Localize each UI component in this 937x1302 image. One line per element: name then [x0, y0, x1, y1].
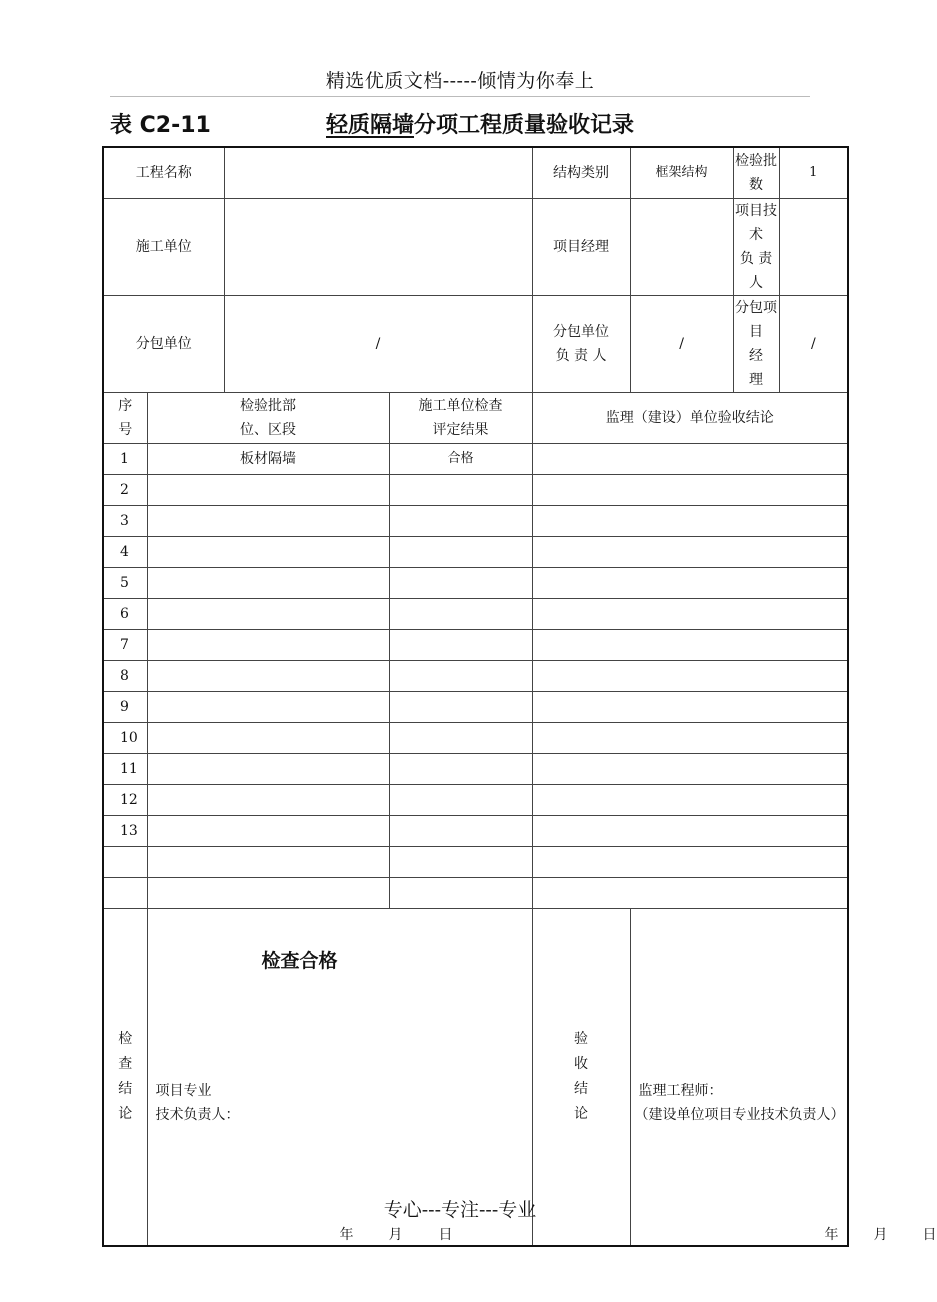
table-row: [103, 505, 848, 536]
tech-lead-value: [779, 198, 848, 295]
row-result: [389, 536, 532, 567]
row-supervision-conclusion: [532, 722, 848, 753]
table-row: [103, 567, 848, 598]
contractor-value: [224, 198, 532, 295]
row-supervision-conclusion: [532, 474, 848, 505]
sub-lead-label-line1: 分包单位: [553, 323, 610, 340]
form-title-row: [110, 106, 810, 140]
row-result: [389, 846, 532, 877]
row-supervision-conclusion: [532, 815, 848, 846]
table-row: [103, 877, 848, 908]
accept-date-day: 日: [922, 1226, 937, 1243]
header-note: 精选优质文档-----倾情为你奉上: [325, 70, 595, 92]
accept-signer-line2: （建设单位项目专业技术负责人）: [634, 1106, 845, 1123]
row-result: 合格: [389, 443, 532, 474]
sub-manager-label-line1: 分包项目: [735, 299, 778, 340]
table-row: [103, 629, 848, 660]
row-part: [147, 815, 389, 846]
check-label-char: 查: [118, 1055, 133, 1072]
form-title-rest: 分项工程质量验收记录: [414, 113, 635, 138]
accept-label-char: 论: [574, 1105, 589, 1122]
batch-count-label-text: 检验批数: [735, 152, 778, 193]
row-number: 13: [103, 815, 147, 846]
supervision-header: 监理（建设）单位验收结论: [532, 392, 848, 443]
row-result: [389, 629, 532, 660]
project-manager-value: [630, 198, 733, 295]
check-label-char: 结: [118, 1080, 133, 1097]
table-row: [103, 753, 848, 784]
list-header-row: [103, 392, 848, 443]
table-row: [103, 443, 848, 474]
row-result: [389, 877, 532, 908]
project-manager-label: 项目经理: [532, 198, 630, 295]
table-row: [103, 691, 848, 722]
row-result: [389, 567, 532, 598]
check-header-line1: 施工单位检查: [418, 397, 503, 414]
accept-label-char: 收: [574, 1055, 589, 1072]
accept-date-year: 年: [824, 1226, 839, 1243]
check-signer-line2: 技术负责人：: [155, 1106, 240, 1123]
row-result: [389, 691, 532, 722]
row-number: 12: [103, 784, 147, 815]
info-row-contractor: [103, 198, 848, 295]
row-result: [389, 660, 532, 691]
sub-unit-value: /: [224, 295, 532, 392]
row-supervision-conclusion: [532, 505, 848, 536]
row-result: [389, 784, 532, 815]
row-part: [147, 660, 389, 691]
check-label-char: 检: [118, 1030, 133, 1047]
row-part: [147, 567, 389, 598]
sub-lead-label: [532, 295, 630, 392]
structure-type-value: 框架结构: [630, 147, 733, 198]
accept-date-month: 月: [873, 1226, 888, 1243]
row-part: [147, 753, 389, 784]
row-supervision-conclusion: [532, 660, 848, 691]
check-date-year: 年: [339, 1226, 354, 1243]
part-header-line2: 位、区段: [240, 421, 297, 438]
project-name-label: 工程名称: [103, 147, 224, 198]
table-row: [103, 598, 848, 629]
table-row: [103, 815, 848, 846]
accept-label-char: 验: [574, 1030, 589, 1047]
sub-manager-label: [733, 295, 782, 392]
row-supervision-conclusion: [532, 784, 848, 815]
check-date-day: 日: [438, 1226, 453, 1243]
check-signer-line1: 项目专业: [155, 1082, 212, 1099]
row-number: 6: [103, 598, 147, 629]
sub-lead-value: /: [630, 295, 733, 392]
table-row: [103, 660, 848, 691]
row-part: [147, 536, 389, 567]
row-supervision-conclusion: [532, 691, 848, 722]
contractor-label: 施工单位: [103, 198, 224, 295]
row-part: [147, 877, 389, 908]
row-part: [147, 598, 389, 629]
table-row: [103, 784, 848, 815]
header-divider: [110, 96, 810, 97]
check-header: [389, 392, 532, 443]
row-result: [389, 753, 532, 784]
row-part: 板材隔墙: [147, 443, 389, 474]
tech-lead-label-line1: 项目技术: [735, 202, 778, 243]
row-supervision-conclusion: [532, 753, 848, 784]
sub-lead-label-line2: 负 责 人: [555, 347, 607, 364]
table-row: [103, 846, 848, 877]
part-header: [147, 392, 389, 443]
row-result: [389, 474, 532, 505]
inspection-rows: [103, 443, 848, 908]
info-row-project: [103, 147, 848, 198]
row-number: [103, 846, 147, 877]
structure-type-label: 结构类别: [532, 147, 630, 198]
row-part: [147, 846, 389, 877]
row-part: [147, 691, 389, 722]
row-supervision-conclusion: [532, 567, 848, 598]
seq-header-line1: 序: [118, 397, 133, 414]
row-supervision-conclusion: [532, 443, 848, 474]
batch-count-value: 1: [779, 147, 848, 198]
form-code: 表 C2-11: [110, 113, 211, 138]
form-title: [300, 108, 634, 139]
row-supervision-conclusion: [532, 536, 848, 567]
row-result: [389, 815, 532, 846]
row-result: [389, 505, 532, 536]
row-part: [147, 474, 389, 505]
row-result: [389, 722, 532, 753]
check-label-char: 论: [118, 1105, 133, 1122]
row-supervision-conclusion: [532, 877, 848, 908]
part-header-line1: 检验批部: [240, 397, 297, 414]
seq-header-line2: 号: [118, 421, 133, 438]
acceptance-record-table: [102, 146, 937, 1247]
accept-label-char: 结: [574, 1080, 589, 1097]
table-row: [103, 536, 848, 567]
row-supervision-conclusion: [532, 629, 848, 660]
row-number: [103, 877, 147, 908]
table-row: [103, 474, 848, 505]
check-result: 检查合格: [261, 949, 338, 972]
row-part: [147, 722, 389, 753]
row-number: 5: [103, 567, 147, 598]
row-number: 3: [103, 505, 147, 536]
form-title-subject: 轻质隔墙: [326, 113, 415, 138]
row-number: 10: [103, 722, 147, 753]
row-number: 8: [103, 660, 147, 691]
row-supervision-conclusion: [532, 598, 848, 629]
row-number: 9: [103, 691, 147, 722]
row-number: 4: [103, 536, 147, 567]
row-number: 2: [103, 474, 147, 505]
batch-count-label: [733, 147, 779, 198]
seq-header: [103, 392, 147, 443]
tech-lead-label-line2: 负 责 人: [739, 250, 773, 291]
sub-manager-label-line2: 经 理: [749, 347, 782, 388]
row-part: [147, 629, 389, 660]
check-date-month: 月: [388, 1226, 403, 1243]
row-part: [147, 784, 389, 815]
project-name-value: [224, 147, 532, 198]
accept-signer-line1: 监理工程师：: [638, 1082, 723, 1099]
info-row-subcontractor: [103, 295, 848, 392]
row-supervision-conclusion: [532, 846, 848, 877]
row-result: [389, 598, 532, 629]
check-header-line2: 评定结果: [432, 421, 489, 438]
row-number: 7: [103, 629, 147, 660]
footer-note: 专心---专注---专业: [383, 1199, 537, 1221]
tech-lead-label: [733, 198, 779, 295]
sub-unit-label: 分包单位: [103, 295, 224, 392]
row-part: [147, 505, 389, 536]
row-number: 1: [103, 443, 147, 474]
table-row: [103, 722, 848, 753]
sub-manager-value: /: [779, 295, 848, 392]
row-number: 11: [103, 753, 147, 784]
